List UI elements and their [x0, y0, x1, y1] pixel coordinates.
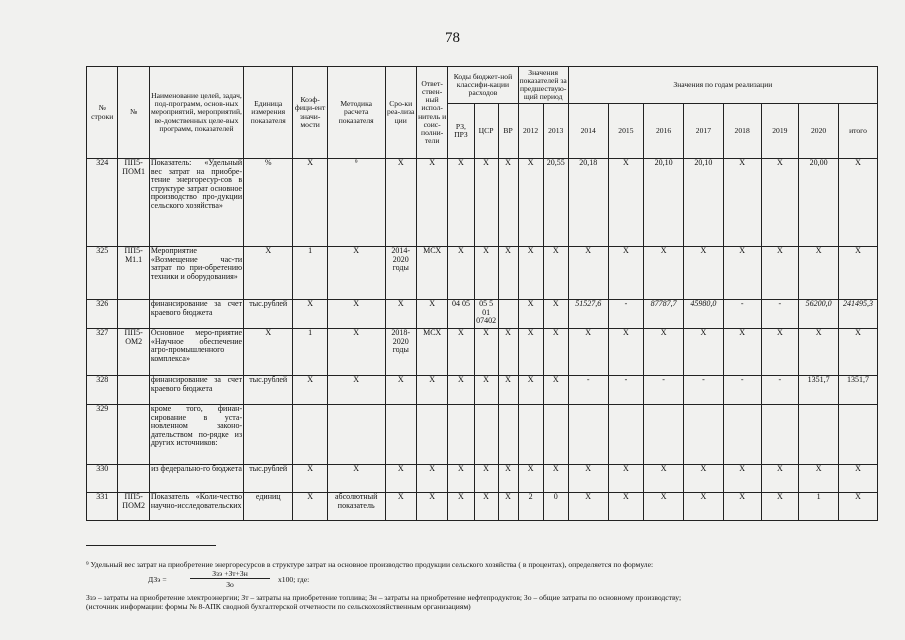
row-2015: Х: [608, 329, 644, 376]
header-coef: Коэф-фици-ент значи-мости: [293, 67, 328, 159]
row-csr: Х: [474, 376, 498, 405]
row-2013: Х: [543, 376, 568, 405]
row-2012: Х: [518, 247, 543, 300]
header-2018: 2018: [723, 104, 761, 159]
row-2018: Х: [723, 329, 761, 376]
row-name: Основное меро-приятие «Научное обеспечение агро-промышленного комплекса»: [149, 329, 243, 376]
row-number: 327: [87, 329, 118, 376]
row-total: Х: [839, 465, 878, 493]
row-number: 326: [87, 300, 118, 329]
header-years: Значения по годам реализации: [568, 67, 877, 104]
header-csr: ЦСР: [474, 104, 498, 159]
header-resp: Ответ-ствен-ный испол-нитель и соис-полни-тели: [416, 67, 447, 159]
row-total: 1351,7: [839, 376, 878, 405]
header-term: Сро-ки реа-лиза ции: [385, 67, 416, 159]
row-rz: Х: [448, 247, 474, 300]
row-method: Х: [327, 329, 385, 376]
row-2020: Х: [799, 329, 839, 376]
row-number: 331: [87, 493, 118, 521]
header-2019: 2019: [761, 104, 799, 159]
footnote-source: (источник информации: формы № 8-АПК сводной бухгалтерской отчетности по сельскохозяйственным организациям): [86, 602, 471, 611]
indicators-table: [86, 66, 878, 521]
row-2016: [644, 405, 684, 465]
row-2020: Х: [799, 465, 839, 493]
row-total: Х: [839, 159, 878, 247]
row-2018: Х: [723, 159, 761, 247]
row-rz: Х: [448, 159, 474, 247]
row-number: 324: [87, 159, 118, 247]
row-2020: 20,00: [799, 159, 839, 247]
row-2013: [543, 405, 568, 465]
row-code: [118, 376, 149, 405]
row-2013: 20,55: [543, 159, 568, 247]
table-row: [87, 159, 878, 247]
row-2013: Х: [543, 247, 568, 300]
header-prev: Значения показателей за предшествую-щий период: [518, 67, 568, 104]
row-term: 2014-2020 годы: [385, 247, 416, 300]
row-method: [327, 405, 385, 465]
row-name: кроме того, финан-сирование в уста-новленном законо-дательством по-рядке из других источников:: [149, 405, 243, 465]
page-number: 78: [445, 30, 460, 46]
row-2014: 20,18: [568, 159, 608, 247]
row-unit: тыс.рублей: [244, 376, 293, 405]
row-2014: [568, 405, 608, 465]
row-2016: 20,10: [644, 159, 684, 247]
row-method: Х: [327, 465, 385, 493]
row-2016: 87787,7: [644, 300, 684, 329]
header-2014: 2014: [568, 104, 608, 159]
header-vr: ВР: [498, 104, 518, 159]
row-2015: -: [608, 376, 644, 405]
row-2017: Х: [684, 493, 724, 521]
row-2017: Х: [684, 329, 724, 376]
row-2018: Х: [723, 493, 761, 521]
row-number: 329: [87, 405, 118, 465]
row-2015: Х: [608, 465, 644, 493]
row-2014: Х: [568, 493, 608, 521]
row-2013: Х: [543, 465, 568, 493]
row-2012: Х: [518, 376, 543, 405]
row-number: 328: [87, 376, 118, 405]
footnote-legend: Ззэ – затраты на приобретение электроэнергии; Зт – затраты на приобретение топлива; Зн – затраты на приобретение нефтепродуктов; Зо – общие затраты по основному производству;: [86, 593, 682, 602]
row-2018: -: [723, 376, 761, 405]
row-2019: Х: [761, 493, 799, 521]
row-2016: Х: [644, 247, 684, 300]
row-resp: Х: [416, 376, 447, 405]
row-2019: [761, 405, 799, 465]
row-csr: Х: [474, 465, 498, 493]
row-coef: 1: [293, 247, 328, 300]
header-2017: 2017: [684, 104, 724, 159]
row-2012: 2: [518, 493, 543, 521]
row-method: Х: [327, 300, 385, 329]
row-code: [118, 405, 149, 465]
row-vr: [498, 300, 518, 329]
row-unit: [244, 405, 293, 465]
row-2018: Х: [723, 247, 761, 300]
row-2019: Х: [761, 159, 799, 247]
row-vr: [498, 405, 518, 465]
row-code: [118, 300, 149, 329]
row-term: Х: [385, 376, 416, 405]
row-code: ПП5-М1.1: [118, 247, 149, 300]
row-name: финансирование за счет краевого бюджета: [149, 376, 243, 405]
row-unit: Х: [244, 329, 293, 376]
row-2019: -: [761, 376, 799, 405]
row-rz: Х: [448, 376, 474, 405]
row-2014: -: [568, 376, 608, 405]
row-resp: [416, 405, 447, 465]
row-method: Х: [327, 247, 385, 300]
row-vr: Х: [498, 329, 518, 376]
row-2015: Х: [608, 247, 644, 300]
row-csr: Х: [474, 247, 498, 300]
row-number: 330: [87, 465, 118, 493]
row-2014: Х: [568, 465, 608, 493]
row-resp: МСХ: [416, 329, 447, 376]
row-2014: 51527,6: [568, 300, 608, 329]
row-resp: Х: [416, 300, 447, 329]
table-row: [87, 465, 878, 493]
row-2017: -: [684, 376, 724, 405]
row-resp: МСХ: [416, 247, 447, 300]
row-total: Х: [839, 493, 878, 521]
row-term: [385, 405, 416, 465]
row-name: Показатель: «Удельный вес затрат на приобре-тение энергоресур-сов в структуре затрат основное производство про-дукции сельского хозяйства»: [149, 159, 243, 247]
row-2013: 0: [543, 493, 568, 521]
row-2015: Х: [608, 159, 644, 247]
row-2014: Х: [568, 329, 608, 376]
row-csr: Х: [474, 493, 498, 521]
row-coef: Х: [293, 376, 328, 405]
table-row: [87, 493, 878, 521]
footnote: [86, 560, 876, 611]
header-2012: 2012: [518, 104, 543, 159]
row-unit: единиц: [244, 493, 293, 521]
row-total: 241495,3: [839, 300, 878, 329]
row-2020: [799, 405, 839, 465]
row-csr: 05 5 01 07402: [474, 300, 498, 329]
row-total: [839, 405, 878, 465]
row-unit: Х: [244, 247, 293, 300]
formula-right: х100; где:: [278, 575, 310, 584]
row-2016: Х: [644, 329, 684, 376]
row-resp: Х: [416, 465, 447, 493]
row-csr: [474, 405, 498, 465]
row-term: Х: [385, 465, 416, 493]
row-method: абсолютный показатель: [327, 493, 385, 521]
row-2015: -: [608, 300, 644, 329]
table-row: [87, 247, 878, 300]
row-2020: 1351,7: [799, 376, 839, 405]
row-2019: -: [761, 300, 799, 329]
table-row: [87, 405, 878, 465]
row-coef: Х: [293, 159, 328, 247]
row-term: Х: [385, 300, 416, 329]
row-coef: [293, 405, 328, 465]
row-2018: Х: [723, 465, 761, 493]
row-2012: Х: [518, 300, 543, 329]
footnote-text: ⁹ Удельный вес затрат на приобретение энергоресурсов в структуре затрат на основное производство продукции сельского хозяйства ( в процентах), определяется по формуле:: [86, 560, 654, 569]
row-coef: Х: [293, 493, 328, 521]
header-name: Наименование целей, задач, под-программ, основ-ных мероприятий, мероприятий, ве-домственных целе-вых программ, показателей: [149, 67, 243, 159]
row-code: ПП5-ОМ2: [118, 329, 149, 376]
footnote-divider: [86, 545, 216, 546]
row-unit: %: [244, 159, 293, 247]
row-resp: Х: [416, 159, 447, 247]
header-2013: 2013: [543, 104, 568, 159]
row-rz: Х: [448, 493, 474, 521]
row-2017: Х: [684, 247, 724, 300]
row-name: из федерально-го бюджета: [149, 465, 243, 493]
row-vr: Х: [498, 247, 518, 300]
header-row-no: № строки: [87, 67, 118, 159]
row-rz: [448, 405, 474, 465]
row-vr: Х: [498, 465, 518, 493]
row-rz: Х: [448, 329, 474, 376]
row-2012: Х: [518, 329, 543, 376]
row-2015: [608, 405, 644, 465]
row-2017: 45980,0: [684, 300, 724, 329]
formula-fraction-line: [190, 578, 270, 579]
header-2015: 2015: [608, 104, 644, 159]
formula-left: ДЗэ =: [148, 575, 167, 584]
row-2013: Х: [543, 300, 568, 329]
row-vr: Х: [498, 493, 518, 521]
row-total: Х: [839, 247, 878, 300]
table-row: [87, 376, 878, 405]
row-2012: [518, 405, 543, 465]
row-2020: Х: [799, 247, 839, 300]
header-2016: 2016: [644, 104, 684, 159]
row-name: Мероприятие «Возмещение час-ти затрат по при-обретению техники и оборудования»: [149, 247, 243, 300]
row-csr: Х: [474, 159, 498, 247]
row-number: 325: [87, 247, 118, 300]
header-2020: 2020: [799, 104, 839, 159]
header-total: итого: [839, 104, 878, 159]
formula-denominator: Зо: [226, 580, 234, 589]
table-row: [87, 300, 878, 329]
row-unit: тыс.рублей: [244, 465, 293, 493]
row-2014: Х: [568, 247, 608, 300]
row-method: ⁹: [327, 159, 385, 247]
row-2019: Х: [761, 247, 799, 300]
row-2012: Х: [518, 465, 543, 493]
row-2017: Х: [684, 465, 724, 493]
row-term: Х: [385, 159, 416, 247]
row-2020: 56200,0: [799, 300, 839, 329]
row-2017: [684, 405, 724, 465]
row-2017: 20,10: [684, 159, 724, 247]
row-name: финансирование за счет краевого бюджета: [149, 300, 243, 329]
row-coef: 1: [293, 329, 328, 376]
row-2019: Х: [761, 465, 799, 493]
row-code: [118, 465, 149, 493]
table-row: [87, 329, 878, 376]
row-unit: тыс.рублей: [244, 300, 293, 329]
row-rz: 04 05: [448, 300, 474, 329]
row-vr: Х: [498, 159, 518, 247]
row-name: Показатель «Коли-чество научно-исследовательских: [149, 493, 243, 521]
row-2012: Х: [518, 159, 543, 247]
row-code: ПП5-ПОМ1: [118, 159, 149, 247]
header-no: №: [118, 67, 149, 159]
row-2018: -: [723, 300, 761, 329]
row-term: Х: [385, 493, 416, 521]
row-resp: Х: [416, 493, 447, 521]
row-2015: Х: [608, 493, 644, 521]
row-method: Х: [327, 376, 385, 405]
header-unit: Единица измерения показателя: [244, 67, 293, 159]
row-rz: Х: [448, 465, 474, 493]
formula-numerator: Ззэ +Зт+Зн: [212, 569, 248, 578]
row-vr: Х: [498, 376, 518, 405]
row-coef: Х: [293, 465, 328, 493]
row-2020: 1: [799, 493, 839, 521]
formula: [86, 569, 876, 589]
header-method: Методика расчета показателя: [327, 67, 385, 159]
row-2016: Х: [644, 465, 684, 493]
row-2016: -: [644, 376, 684, 405]
row-2019: Х: [761, 329, 799, 376]
row-term: 2018-2020 годы: [385, 329, 416, 376]
row-total: Х: [839, 329, 878, 376]
row-2018: [723, 405, 761, 465]
row-2013: Х: [543, 329, 568, 376]
row-2016: Х: [644, 493, 684, 521]
row-csr: Х: [474, 329, 498, 376]
header-rz: РЗ, ПРЗ: [448, 104, 474, 159]
row-code: ПП5-ПОМ2: [118, 493, 149, 521]
header-codes: Коды бюджет-ной классифи-кации расходов: [448, 67, 518, 104]
row-coef: Х: [293, 300, 328, 329]
